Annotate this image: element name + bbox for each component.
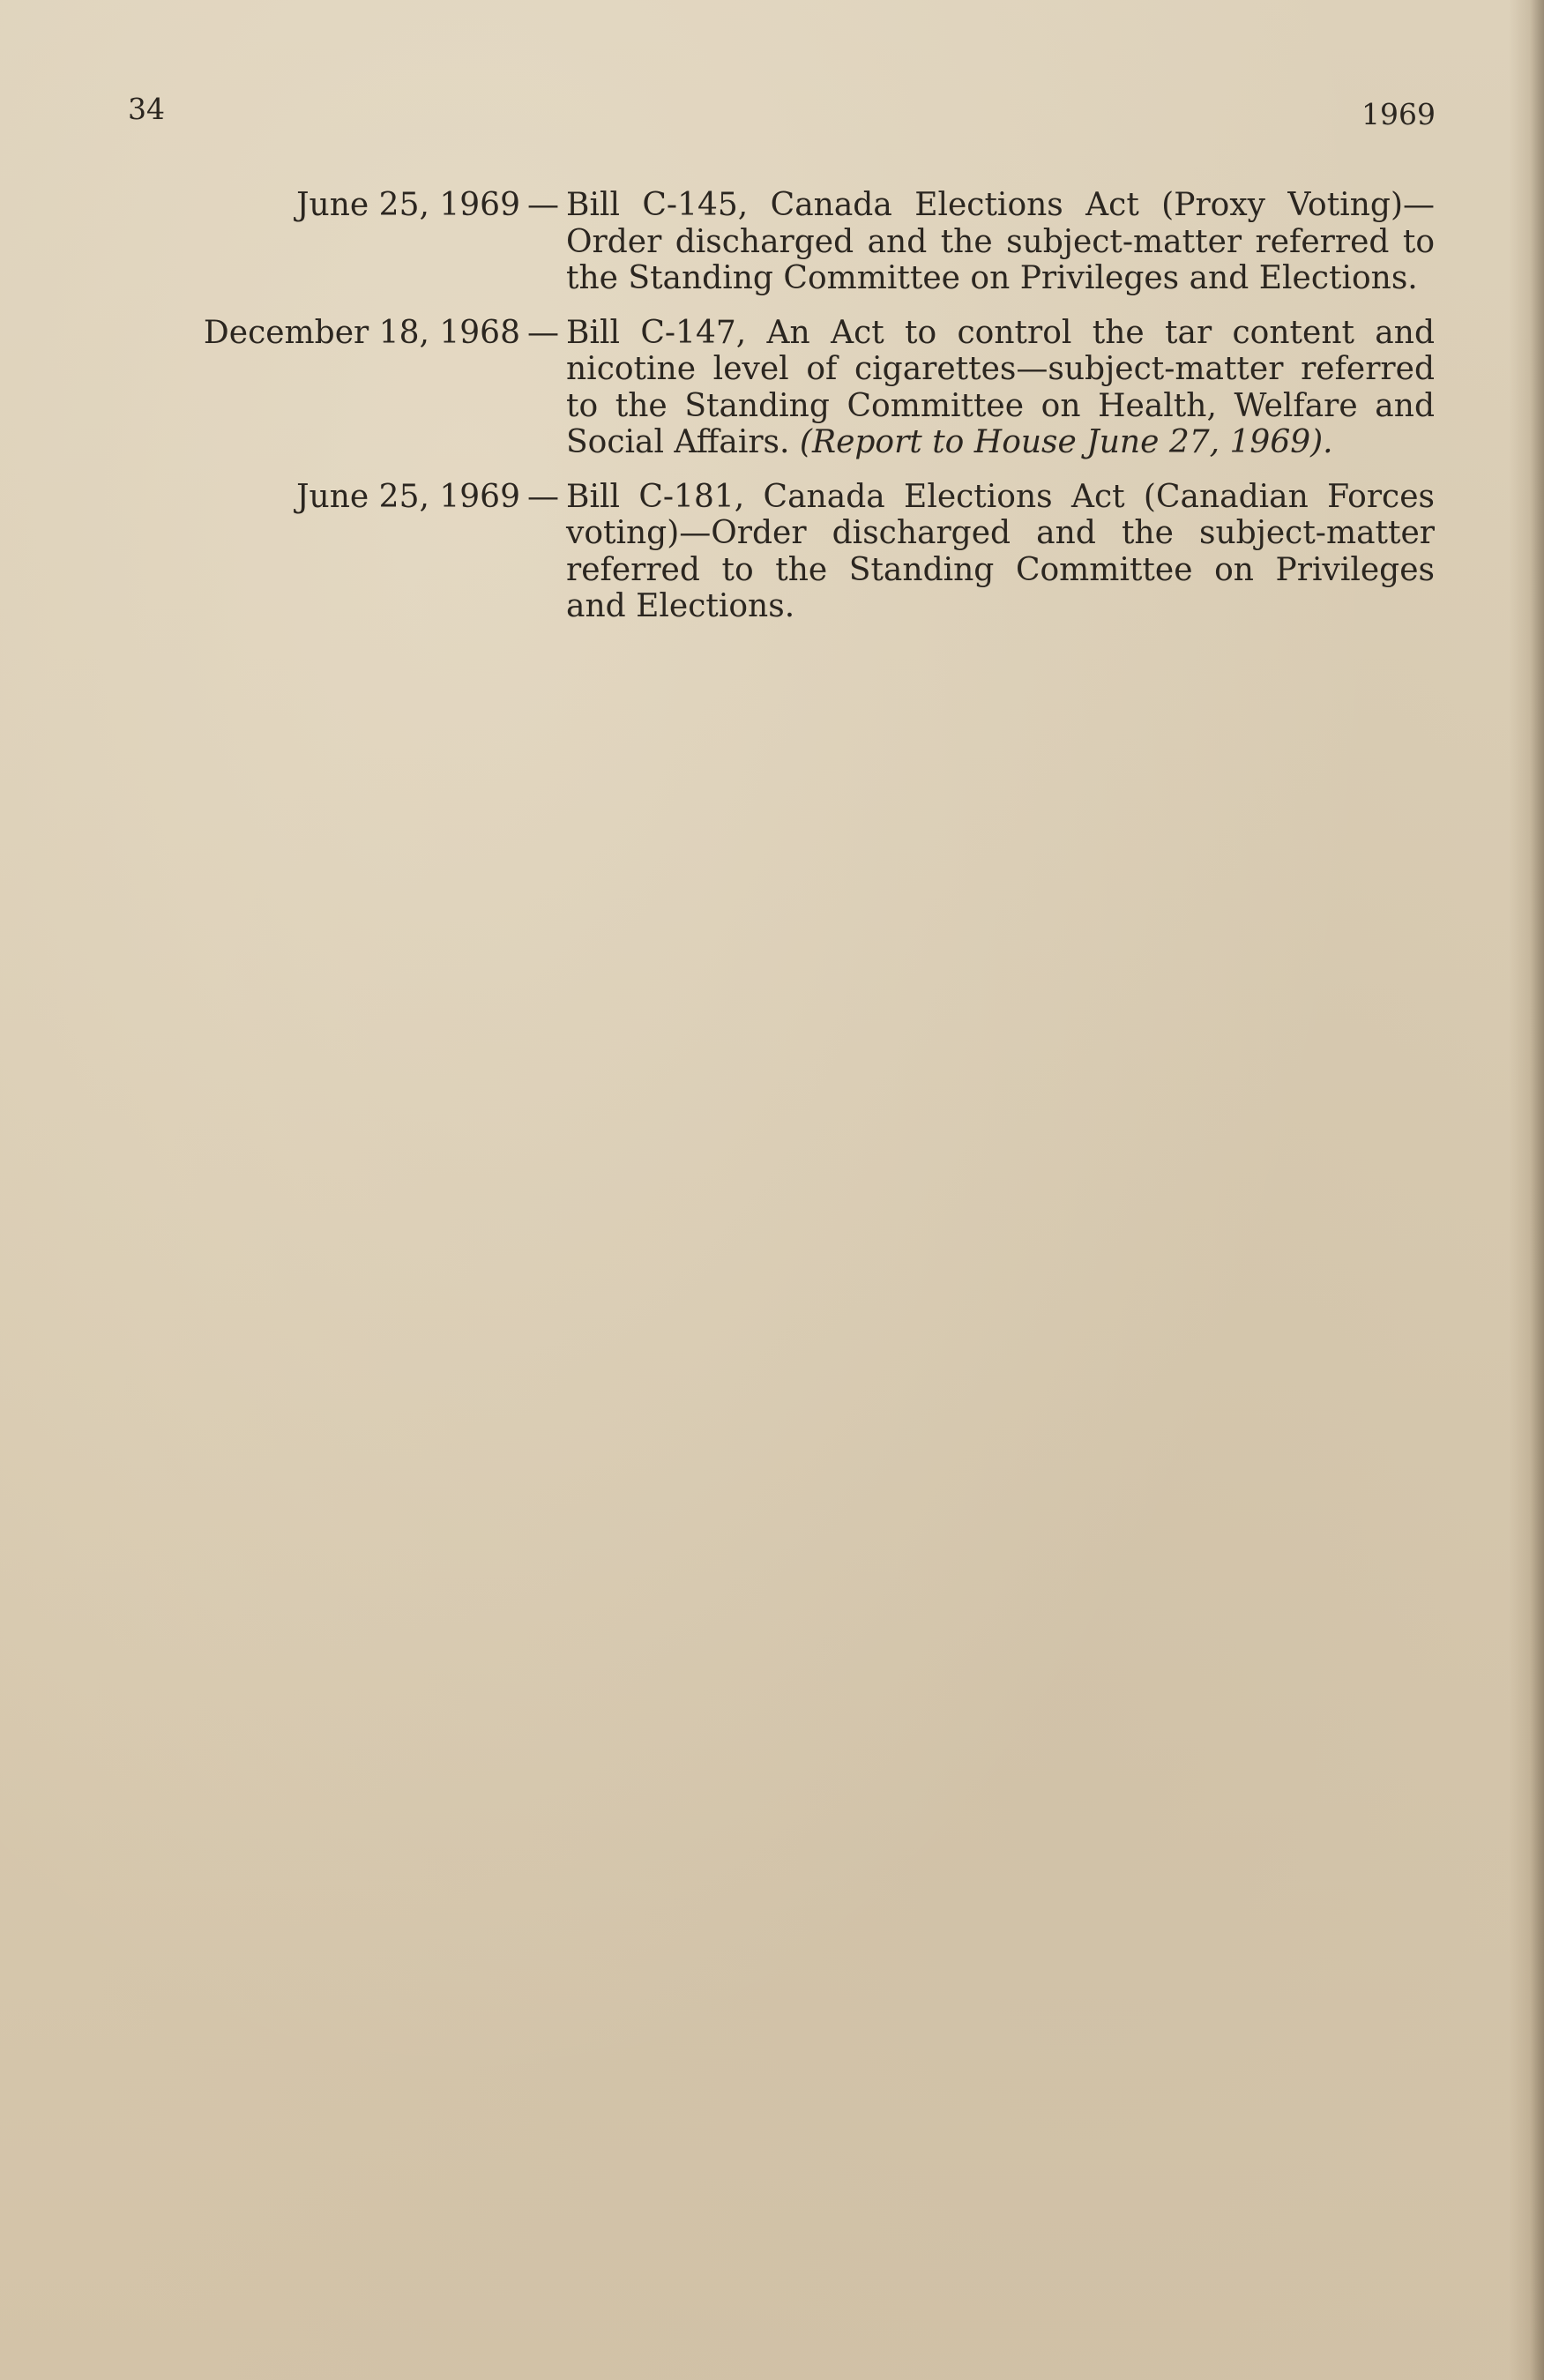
entry-report-note: (Report to House June 27, 1969). (799, 424, 1333, 460)
entry-date: June 25, 1969 (296, 478, 520, 515)
page-edge-shadow (1509, 0, 1544, 2380)
running-header-year: 1969 (1361, 97, 1436, 131)
entry-dash: — (527, 478, 559, 515)
entry-dash: — (527, 187, 559, 223)
entry-description (566, 187, 1435, 297)
bill-entry (168, 187, 1435, 297)
entry-description-text: Bill C-147, An Act to control the tar content and nicotine level of cigarettes—subject-matter referred to the Standing Committee on Health, Welfare and Social Affairs. (566, 314, 1435, 460)
entry-dash: — (527, 314, 559, 351)
entry-description (566, 315, 1435, 461)
page-number: 34 (128, 92, 165, 126)
bill-entry (168, 479, 1435, 625)
entry-description-text: Bill C-181, Canada Elections Act (Canadian Forces voting)—Order discharged and the subject-matter referred to the Standing Committee on Privileges and Elections. (566, 478, 1435, 624)
entry-date: June 25, 1969 (296, 187, 520, 223)
bill-entry (168, 315, 1435, 461)
entry-description-text: Bill C-145, Canada Elections Act (Proxy Voting)—Order discharged and the subject-matter referred to the Standing Committee on Privileges and Elections. (566, 187, 1435, 296)
bill-entries-list (168, 187, 1435, 643)
entry-date: December 18, 1968 (203, 314, 520, 351)
entry-description (566, 479, 1435, 625)
